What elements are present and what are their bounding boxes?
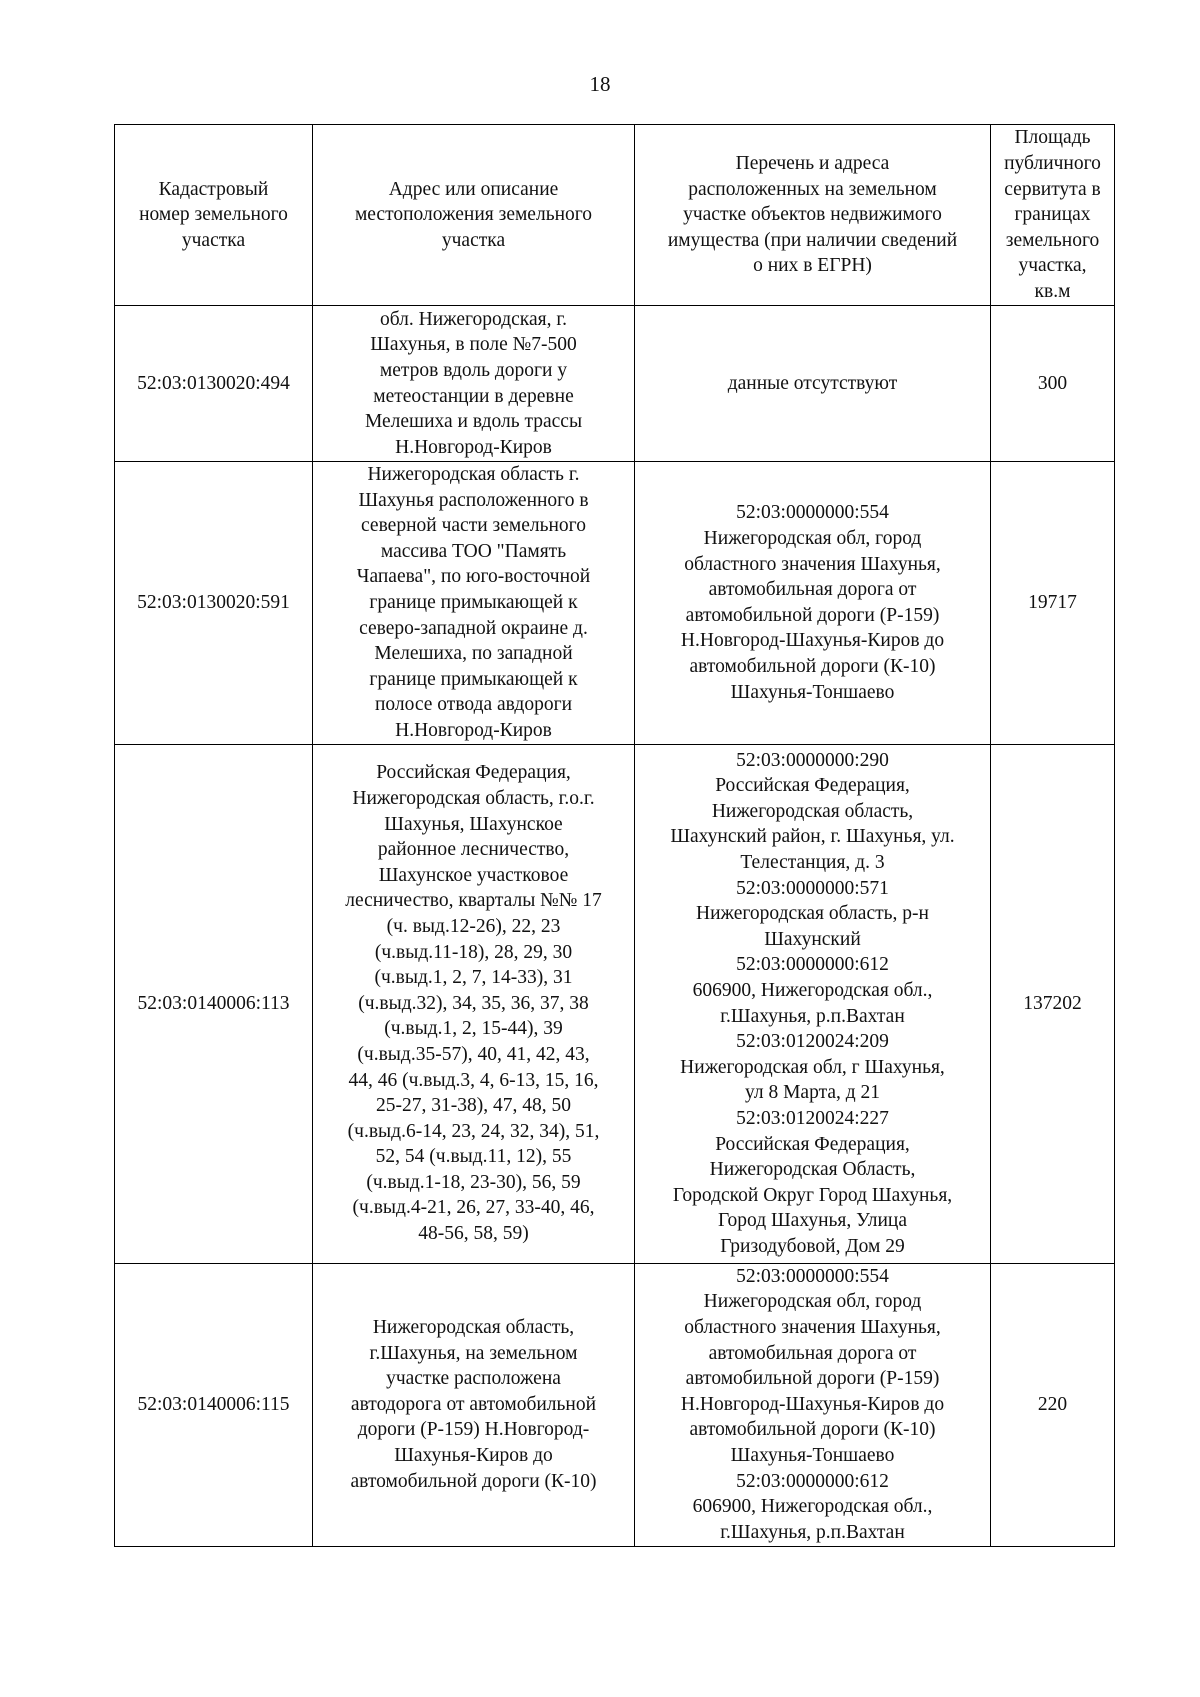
table-row	[115, 306, 1115, 462]
cadastral-number-cell: 52:03:0140006:115	[115, 1263, 313, 1546]
address-cell: Нижегородская область г. Шахунья расположенного в северной части земельного массива ТОО "Память Чапаева", по юго-восточной границе примыкающей к северо-западной окраине д. Мелешиха, по западной границе примыкающей к полосе отвода авдороги Н.Новгород-Киров	[313, 462, 635, 745]
cadastral-number-cell: 52:03:0130020:591	[115, 462, 313, 745]
header-objects-list: Перечень и адреса расположенных на земельном участке объектов недвижимого имущества (при наличии сведений о них в ЕГРН)	[635, 125, 991, 306]
header-cadastral-number: Кадастровый номер земельного участка	[115, 125, 313, 306]
cadastral-number-cell: 52:03:0140006:113	[115, 744, 313, 1263]
area-cell: 300	[991, 306, 1115, 462]
page-number: 18	[589, 72, 611, 96]
address-cell: обл. Нижегородская, г. Шахунья, в поле №7-500 метров вдоль дороги у метеостанции в деревне Мелешиха и вдоль трассы Н.Новгород-Киров	[313, 306, 635, 462]
cadastral-number-cell: 52:03:0130020:494	[115, 306, 313, 462]
table-row	[115, 1263, 1115, 1546]
address-cell: Нижегородская область, г.Шахунья, на земельном участке расположена автодорога от автомобильной дороги (Р-159) Н.Новгород- Шахунья-Киров до автомобильной дороги (К-10)	[313, 1263, 635, 1546]
header-address: Адрес или описание местоположения земельного участка	[313, 125, 635, 306]
table-row	[115, 744, 1115, 1263]
table-header-row	[115, 125, 1115, 306]
objects-cell: 52:03:0000000:290 Российская Федерация, Нижегородская область, Шахунский район, г. Шахунья, ул. Телестанция, д. 3 52:03:0000000:571 Нижегородская область, р-н Шахунский 52:03:0000000:612 606900, Нижегородская обл., г.Шахунья, р.п.Вахтан 52:03:0120024:209 Нижегородская обл, г Шахунья, ул 8 Марта, д 21 52:03:0120024:227 Российская Федерация, Нижегородская Область, Городской Округ Город Шахунья, Город Шахунья, Улица Гризодубовой, Дом 29	[635, 744, 991, 1263]
servitude-table	[114, 124, 1115, 1547]
area-cell: 220	[991, 1263, 1115, 1546]
area-cell: 137202	[991, 744, 1115, 1263]
objects-cell: данные отсутствуют	[635, 306, 991, 462]
address-cell: Российская Федерация, Нижегородская область, г.о.г. Шахунья, Шахунское районное лесничество, Шахунское участковое лесничество, кварталы №№ 17 (ч. выд.12-26), 22, 23 (ч.выд.11-18), 28, 29, 30 (ч.выд.1, 2, 7, 14-33), 31 (ч.выд.32), 34, 35, 36, 37, 38 (ч.выд.1, 2, 15-44), 39 (ч.выд.35-57), 40, 41, 42, 43, 44, 46 (ч.выд.3, 4, 6-13, 15, 16, 25-27, 31-38), 47, 48, 50 (ч.выд.6-14, 23, 24, 32, 34), 51, 52, 54 (ч.выд.11, 12), 55 (ч.выд.1-18, 23-30), 56, 59 (ч.выд.4-21, 26, 27, 33-40, 46, 48-56, 58, 59)	[313, 744, 635, 1263]
objects-cell: 52:03:0000000:554 Нижегородская обл, город областного значения Шахунья, автомобильная дорога от автомобильной дороги (Р-159) Н.Новгород-Шахунья-Киров до автомобильной дороги (К-10) Шахунья-Тоншаево	[635, 462, 991, 745]
objects-cell: 52:03:0000000:554 Нижегородская обл, город областного значения Шахунья, автомобильная дорога от автомобильной дороги (Р-159) Н.Новгород-Шахунья-Киров до автомобильной дороги (К-10) Шахунья-Тоншаево 52:03:0000000:612 606900, Нижегородская обл., г.Шахунья, р.п.Вахтан	[635, 1263, 991, 1546]
area-cell: 19717	[991, 462, 1115, 745]
header-servitude-area: Площадь публичного сервитута в границах земельного участка, кв.м	[991, 125, 1115, 306]
table-row	[115, 462, 1115, 745]
